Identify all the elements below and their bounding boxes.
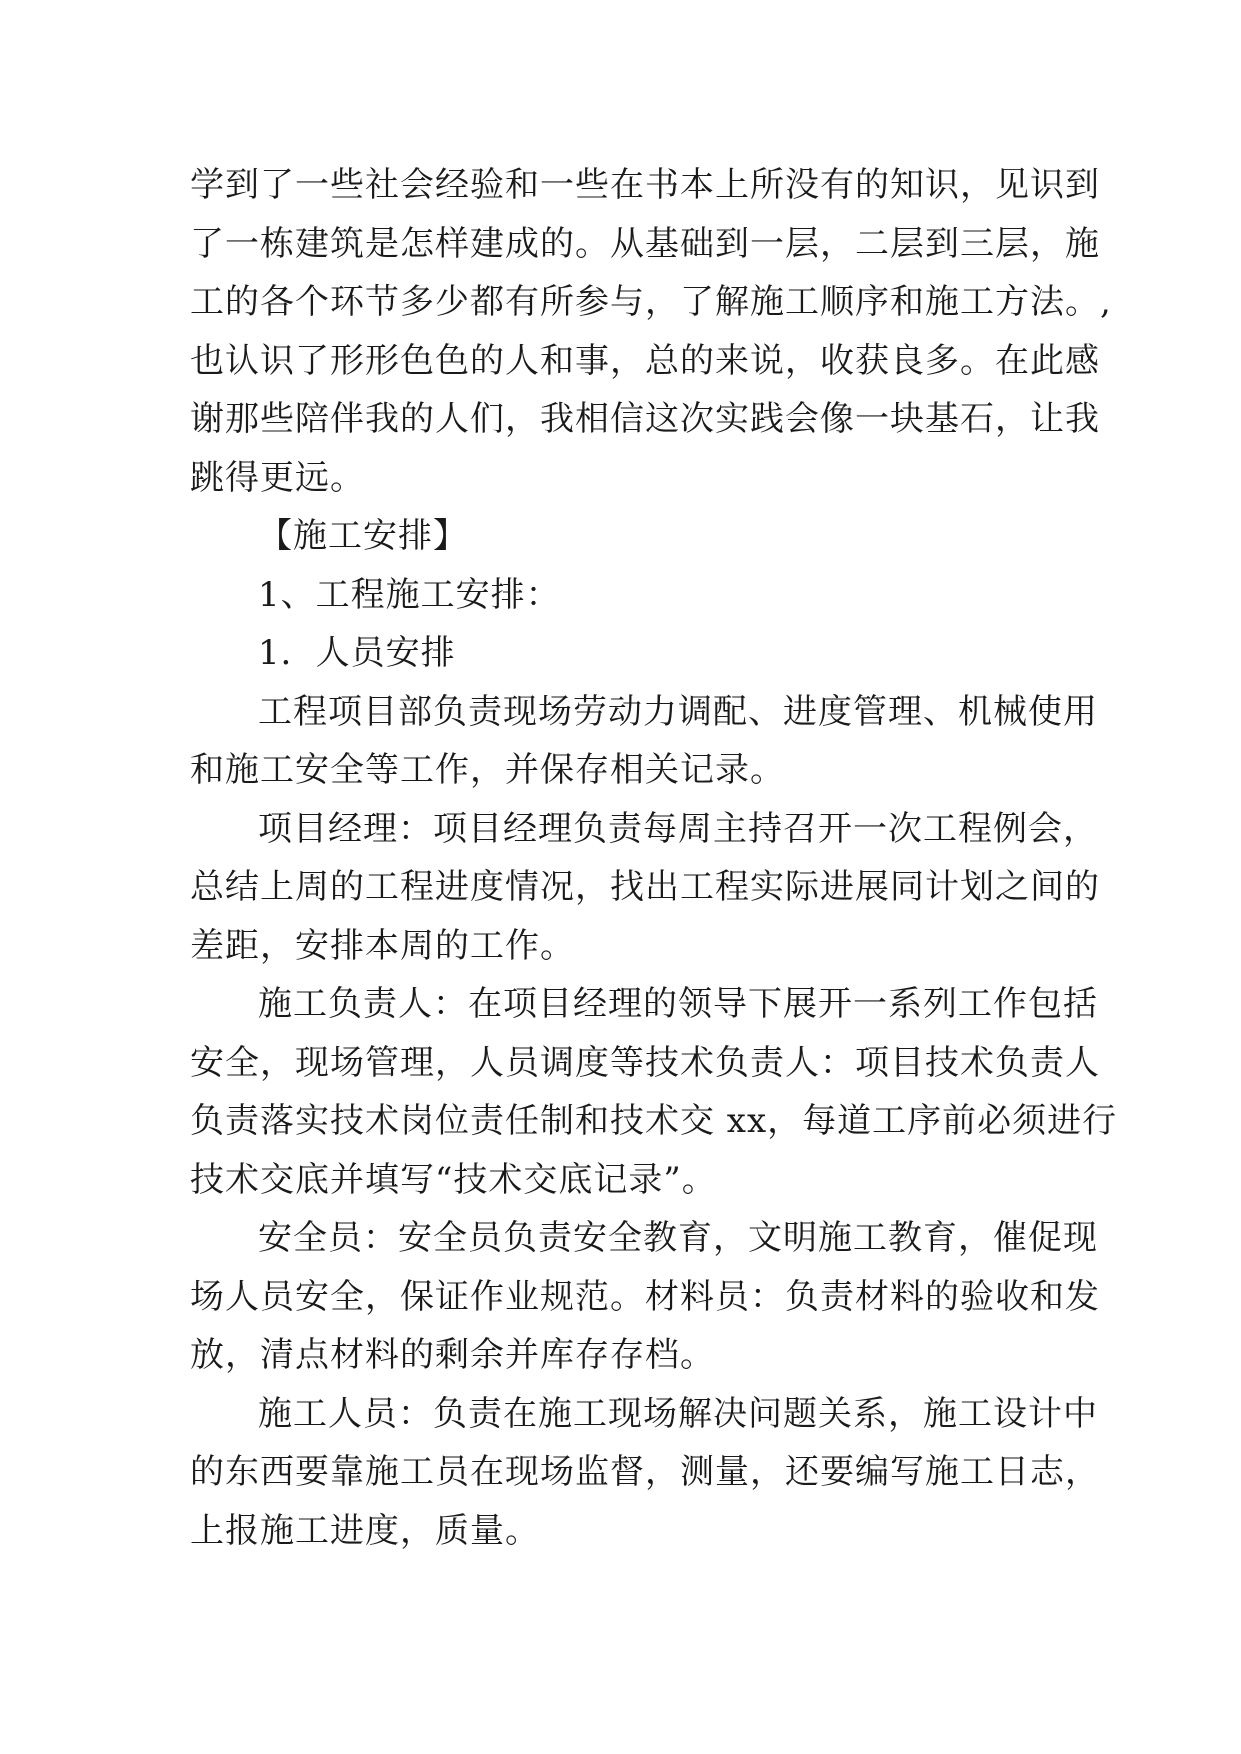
- paragraph-line: 施工人员：负责在施工现场解决问题关系，施工设计中: [258, 1393, 1098, 1434]
- paragraph-line: 负责落实技术岗位责任制和技术交 xx，每道工序前必须进行: [190, 1101, 1118, 1141]
- subheading-personnel-arrangement: 1．人员安排: [258, 633, 456, 673]
- paragraph-line: 放，清点材料的剩余并库存存档。: [190, 1335, 715, 1375]
- section-heading: 【施工安排】: [258, 516, 468, 556]
- body-line: 谢那些陪伴我的人们，我相信这次实践会像一块基石，让我: [190, 399, 1100, 439]
- document-body: [190, 156, 1118, 1560]
- paragraph-line: 技术交底并填写“技术交底记录”。: [190, 1159, 717, 1200]
- body-line: 也认识了形形色色的人和事，总的来说，收获良多。在此感: [190, 340, 1100, 381]
- paragraph-line: 工程项目部负责现场劳动力调配、进度管理、机械使用: [258, 691, 1098, 732]
- paragraph-construction-lead: [190, 975, 1118, 1209]
- paragraph-line: 场人员安全，保证作业规范。材料员：负责材料的验收和发: [190, 1276, 1100, 1317]
- paragraph-line: 总结上周的工程进度情况，找出工程实际进展同计划之间的: [190, 867, 1100, 907]
- subheading-construction-arrangement: 1、工程施工安排：: [258, 574, 561, 615]
- paragraph-line: 安全，现场管理，人员调度等技术负责人：项目技术负责人: [190, 1042, 1100, 1083]
- paragraph-safety-officer: [190, 1209, 1100, 1385]
- paragraph-construction-staff: [190, 1385, 1100, 1561]
- body-line: 跳得更远。: [190, 457, 365, 498]
- paragraph-line: 差距，安排本周的工作。: [190, 925, 575, 966]
- paragraph-line: 和施工安全等工作，并保存相关记录。: [190, 750, 785, 790]
- paragraph-line: 上报施工进度，质量。: [190, 1510, 540, 1551]
- body-line: 工的各个环节多少都有所参与，了解施工顺序和施工方法。,: [190, 282, 1112, 322]
- paragraph-line: 安全员：安全员负责安全教育，文明施工教育，催促现: [258, 1218, 1098, 1258]
- paragraph-line: 的东西要靠施工员在现场监督，测量，还要编写施工日志，: [190, 1452, 1100, 1492]
- paragraph-project-department: [190, 683, 1098, 800]
- body-line: 了一栋建筑是怎样建成的。从基础到一层，二层到三层，施: [190, 223, 1100, 264]
- paragraph-project-manager: [190, 800, 1100, 976]
- paragraph-line: 施工负责人：在项目经理的领导下展开一系列工作包括: [258, 984, 1098, 1024]
- paragraph-line: 项目经理：项目经理负责每周主持召开一次工程例会，: [258, 808, 1098, 849]
- body-line: 学到了一些社会经验和一些在书本上所没有的知识，见识到: [190, 165, 1100, 205]
